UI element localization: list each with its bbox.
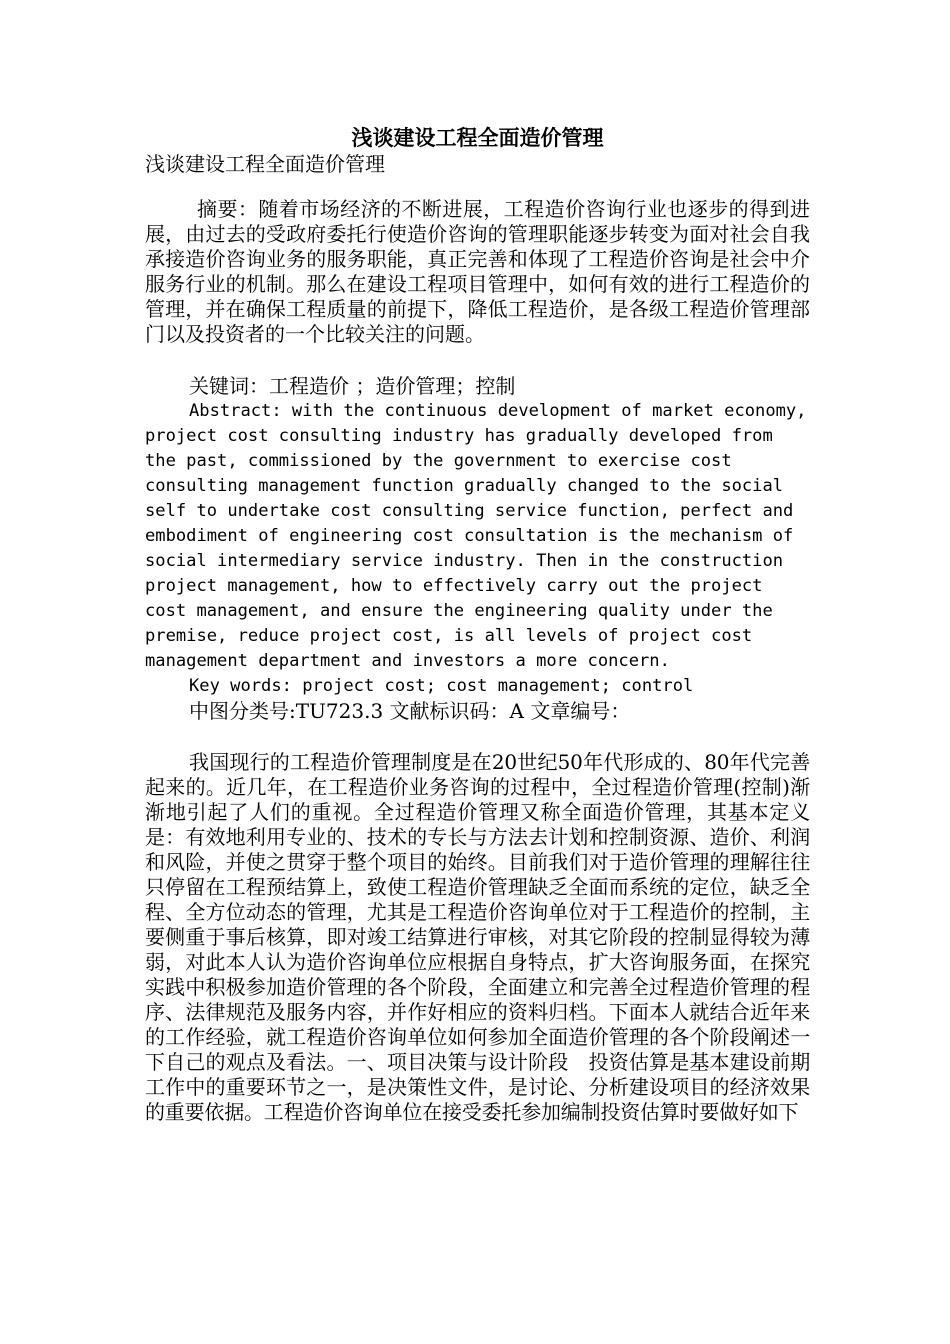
body-paragraph: 我国现行的工程造价管理制度是在20世纪50年代形成的、80年代完善起来的。近几年，在工程造价业务咨询的过程中，全过程造价管理(控制)渐渐地引起了人们的重视。全过程造价管理又称全面造价管理，其基本定义是：有效地利用专业的、技术的专长与方法去计划和控制资源、造价、利润和风险，并使之贯穿于整个项目的始终。目前我们对于造价管理的理解往往只停留在工程预结算上，致使工程造价管理缺乏全面而系统的定位，缺乏全程、全方位动态的管理，尤其是工程造价咨询单位对于工程造价的控制，主要侧重于事后核算，即对竣工结算进行审核，对其它阶段的控制显得较为薄弱，对此本人认为造价咨询单位应根据自身特点，扩大咨询服务面，在探究实践中积极参加造价管理的各个阶段，全面建立和完善全过程造价管理的程序、法律规范及服务内容，并作好相应的资料归档。下面本人就结合近年来的工作经验，就工程造价咨询单位如何参加全面造价管理的各个阶段阐述一下自己的观点及看法。一、项目决策与设计阶段 投资估算是基本建设前期工作中的重要环节之一，是决策性文件，是讨论、分析建设项目的经济效果的重要依据。工程造价咨询单位在接受委托参加编制投资估算时要做好如下: [145, 750, 810, 1124]
document-subtitle: 浅谈建设工程全面造价管理: [145, 152, 385, 176]
document-page: [145, 124, 810, 1125]
document-title: 浅谈建设工程全面造价管理: [351, 126, 604, 150]
abstract-english: Abstract: with the continuous development of market economy, project cost consulting industry has gradually developed from the past, commissioned by the government to exercise cost consulting management function gradually changed to the social self to undertake cost consulting service function, perfect and embodiment of engineering cost consultation is the mechanism of social intermediary service industry. Then in the construction project management, how to effectively carry out the project cost management, and ensure the engineering quality under the premise, reduce project cost, is all levels of project cost management department and investors a more concern.: [145, 401, 807, 671]
keywords-chinese: 关键词：工程造价 ；造价管理；控制: [189, 374, 516, 398]
classification-line: 中图分类号:TU723.3 文献标识码：A 文章编号：: [189, 699, 631, 723]
keywords-english: Key words: project cost; cost management; control: [189, 676, 694, 696]
abstract-chinese: 摘要：随着市场经济的不断进展，工程造价咨询行业也逐步的得到进展，由过去的受政府委托行使造价咨询的管理职能逐步转变为面对社会自我承接造价咨询业务的服务职能，真正完善和体现了工程造价咨询是社会中介服务行业的机制。那么在建设工程项目管理中，如何有效的进行工程造价的管理，并在确保工程质量的前提下，降低工程造价，是各级工程造价管理部门以及投资者的一个比较关注的问题。: [145, 197, 810, 346]
